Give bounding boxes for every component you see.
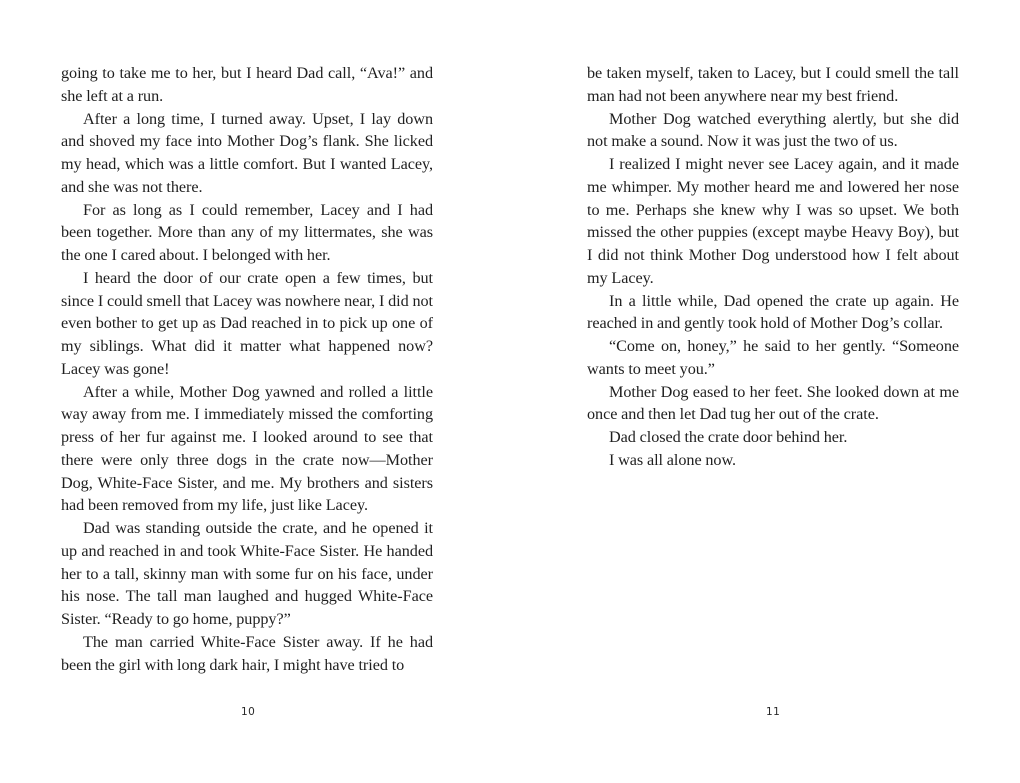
paragraph: Dad was standing outside the crate, and he opened it up and reached in and took White-Face Sister. He handed her to a tall, skinny man with some fur on his face, under his nose. The tall man laughed and hugged White-Face Sister. “Ready to go home, puppy?” — [61, 519, 433, 628]
paragraph: Mother Dog watched everything alertly, but she did not make a sound. Now it was just the two of us. — [587, 109, 959, 151]
right-page-body — [587, 62, 959, 472]
paragraph: After a while, Mother Dog yawned and rolled a little way away from me. I immediately missed the comforting press of her fur against me. I looked around to see that there were only three dogs in the crate now—Mother Dog, White-Face Sister, and me. My brothers and sisters had been removed from my life, just like Lacey. — [61, 382, 433, 515]
paragraph: After a long time, I turned away. Upset, I lay down and shoved my face into Mother Dog’s flank. She licked my head, which was a little comfort. But I wanted Lacey, and she was not there. — [61, 109, 433, 196]
paragraph: For as long as I could remember, Lacey and I had been together. More than any of my littermates, she was the one I cared about. I belonged with her. — [61, 200, 433, 264]
page-number-right: 11 — [766, 706, 781, 718]
paragraph: “Come on, honey,” he said to her gently. “Someone wants to meet you.” — [587, 337, 959, 378]
paragraph: I realized I might never see Lacey again, and it made me whimper. My mother heard me and lowered her nose to me. Perhaps she knew why I was so upset. We both missed the other puppies (except maybe Heavy Boy), but I did not think Mother Dog understood how I felt about my Lacey. — [587, 155, 959, 287]
paragraph: I was all alone now. — [609, 450, 737, 469]
paragraph: The man carried White-Face Sister away. If he had been the girl with long dark hair, I might have tried to — [61, 632, 433, 674]
paragraph: Mother Dog eased to her feet. She looked down at me once and then let Dad tug her out of the crate. — [587, 382, 959, 424]
paragraph: I heard the door of our crate open a few times, but since I could smell that Lacey was nowhere near, I did not even bother to get up as Dad reached in to pick up one of my siblings. What did it matter what happened now? Lacey was gone! — [61, 268, 433, 378]
paragraph: Dad closed the crate door behind her. — [609, 428, 848, 446]
paragraph: In a little while, Dad opened the crate up again. He reached in and gently took hold of Mother Dog’s collar. — [587, 291, 959, 333]
page-number-left: 10 — [241, 706, 256, 718]
left-page-body — [61, 62, 433, 676]
paragraph: going to take me to her, but I heard Dad call, “Ava!” and she left at a run. — [61, 64, 433, 105]
paragraph: be taken myself, taken to Lacey, but I could smell the tall man had not been anywhere near my best friend. — [587, 64, 959, 105]
